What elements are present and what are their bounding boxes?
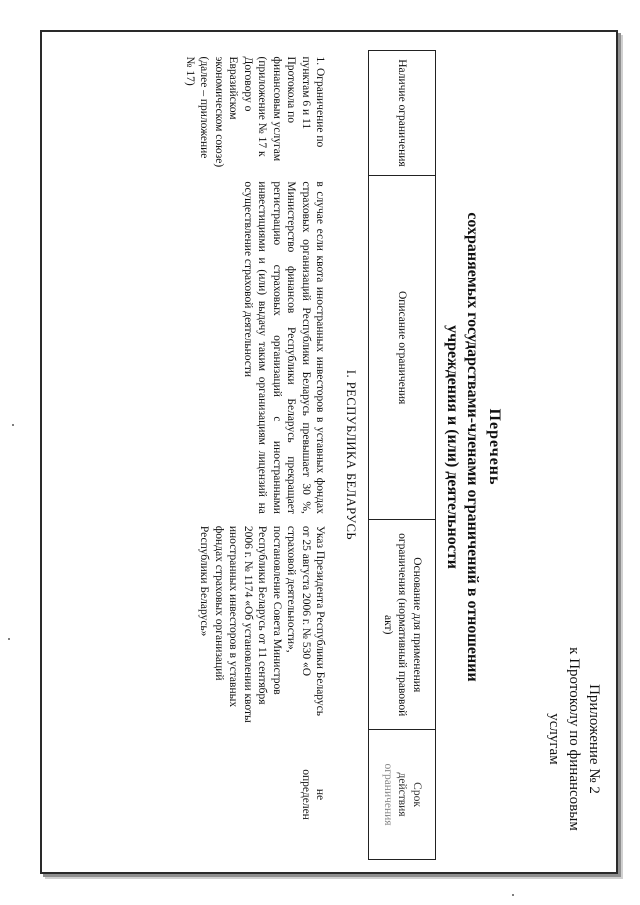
document-page	[40, 30, 618, 874]
header-description: Описание ограничения	[369, 175, 436, 519]
cell-term	[177, 730, 334, 860]
header-term	[369, 730, 436, 860]
title-line-1: Перечень	[486, 408, 503, 486]
section-title: I. РЕСПУБЛИКА БЕЛАРУСЬ	[344, 369, 358, 541]
title-line-2: сохраняемых государствами-членами ограничений в отношении	[464, 212, 481, 682]
term-line-1: не	[314, 788, 327, 801]
document-title	[442, 102, 504, 792]
header-term-line-3: ограничения	[381, 763, 394, 826]
header-basis: Основание для применения ограничения (нормативный правовой акт)	[369, 520, 436, 730]
table-header-row	[369, 51, 436, 860]
header-term-line-2: действия	[396, 772, 409, 817]
rotated-content	[38, 32, 616, 876]
section-row	[334, 51, 369, 860]
term-line-2: определен	[300, 769, 312, 820]
cell-presence: 1. Ограничение по пунктам 6 и 11 Протокола по финансовым услугам (приложение № 17 к Договору о Евразийском экономическом союзе) (далее – приложение № 17)	[184, 56, 327, 168]
cell-basis: Указ Президента Республики Беларусь от 25 августа 2006 г. № 530 «О страховой деятельности», постановление Совета Министров Республики Беларусь от 11 сентября 2006 г. № 1174 «Об установлении квоты иностранных инвесторов в уставных фондах страховых организаций Республики Беларусь»	[198, 525, 327, 723]
appendix-reference-cont: услугам	[546, 713, 562, 765]
cell-description: в случае если квота иностранных инвесторов в уставных фондах страховых организаций Республики Беларусь превышает 30 %, Министерство финансов Республики Беларусь прекращает регистрацию страховых организаций с иностранными инвестициями и (или) выдачу таким организациям лицензий на осуществление страховой деятельности	[242, 181, 327, 514]
title-line-3: учреждения и (или) деятельности	[444, 325, 461, 569]
table-row	[177, 51, 334, 860]
scan-speck	[8, 638, 10, 640]
appendix-heading	[544, 604, 604, 874]
restrictions-table	[177, 50, 437, 860]
scan-speck	[512, 894, 514, 896]
appendix-reference: к Протоколу по финансовым	[566, 647, 582, 831]
appendix-number: Приложение № 2	[586, 684, 602, 794]
header-presence: Наличие ограничения	[369, 51, 436, 176]
scan-speck	[12, 424, 14, 426]
header-term-line-1: Срок	[410, 782, 423, 807]
